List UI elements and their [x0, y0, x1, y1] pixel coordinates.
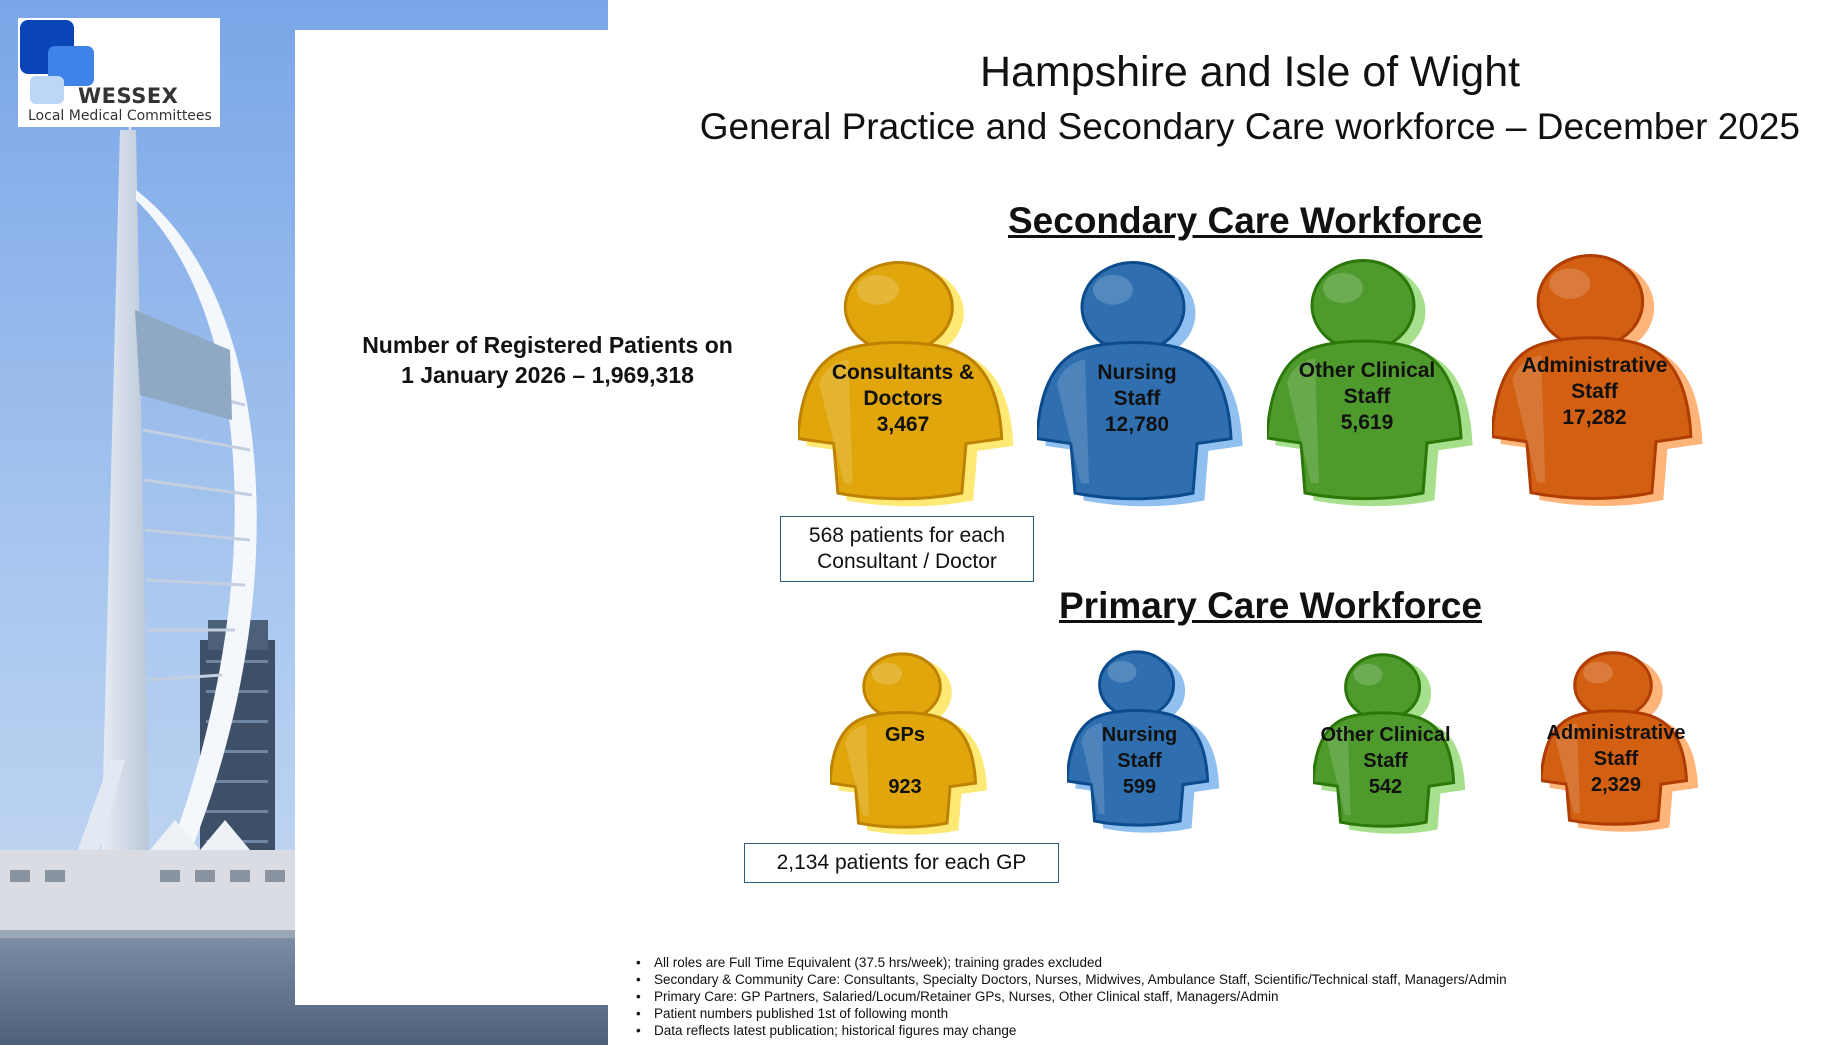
- role-name-line1: Consultants &: [831, 361, 975, 384]
- logo-subtitle: Local Medical Committees: [28, 108, 212, 124]
- role-value: 5,619: [1340, 411, 1394, 434]
- secondary-ratio-line2: Consultant / Doctor: [817, 550, 997, 573]
- role-value: 3,467: [876, 413, 930, 436]
- role-name-line1: Other Clinical: [1320, 724, 1451, 746]
- page-title: Hampshire and Isle of Wight: [979, 48, 1521, 96]
- secondary-figure-label: [798, 360, 1008, 438]
- logo-name: WESSEX: [78, 84, 179, 108]
- primary-care-heading: Primary Care Workforce: [1059, 585, 1482, 626]
- registered-patients-line1: Number of Registered Patients on: [362, 332, 733, 358]
- role-value: 2,329: [1590, 774, 1642, 796]
- role-name-line1: Administrative: [1521, 354, 1668, 377]
- role-value: 923: [888, 776, 922, 798]
- role-name-line2: [830, 748, 980, 774]
- white-content-card: [295, 30, 608, 1005]
- role-value: 17,282: [1562, 406, 1627, 429]
- primary-figure-1: [830, 652, 980, 834]
- role-name-line1: GPs: [884, 724, 926, 746]
- secondary-figure-label: [1037, 360, 1237, 438]
- secondary-care-heading: Secondary Care Workforce: [1008, 200, 1483, 241]
- role-name-line2: Staff: [1593, 748, 1639, 770]
- wessex-logo: [18, 18, 220, 127]
- role-name-line2: Doctors: [863, 387, 943, 410]
- secondary-figure-1: [798, 260, 1008, 508]
- primary-figure-label: [830, 722, 980, 800]
- role-name-line2: Staff: [1343, 385, 1391, 408]
- footnote-item: • Secondary & Community Care: Consultants, Specialty Doctors, Nurses, Midwives, Ambulance Staff, Scientific/Technical staff, Managers/Admin: [636, 971, 1507, 988]
- secondary-figure-4: [1492, 253, 1697, 508]
- role-name-line2: Staff: [1571, 380, 1618, 403]
- role-value: 599: [1122, 776, 1157, 798]
- secondary-figure-3: [1267, 258, 1467, 508]
- secondary-figure-label: [1267, 358, 1467, 436]
- role-name-line2: Staff: [1113, 387, 1161, 410]
- role-name-line2: Staff: [1117, 750, 1162, 772]
- primary-ratio-line1: 2,134 patients for each GP: [776, 851, 1027, 874]
- secondary-ratio-line1: 568 patients for each: [808, 524, 1006, 547]
- footnote-item: • Data reflects latest publication; historical figures may change: [636, 1022, 1507, 1039]
- role-name-line2: Staff: [1363, 750, 1408, 772]
- primary-figure-label: [1541, 720, 1691, 798]
- role-name-line1: Nursing: [1097, 361, 1177, 384]
- primary-figure-2: [1067, 650, 1212, 832]
- secondary-ratio-box: [780, 516, 1034, 582]
- footnotes-list: [636, 954, 1507, 1039]
- registered-patients-line2: 1 January 2026 – 1,969,318: [401, 362, 694, 388]
- primary-figure-label: [1313, 722, 1458, 800]
- page-subtitle: General Practice and Secondary Care workforce – December 2025: [699, 106, 1800, 147]
- role-name-line1: Other Clinical: [1298, 359, 1436, 382]
- registered-patients-note: [330, 330, 765, 390]
- primary-figure-label: [1067, 722, 1212, 800]
- role-name-line1: Administrative: [1546, 722, 1686, 744]
- logo-square-light: [30, 76, 64, 104]
- role-value: 542: [1368, 776, 1403, 798]
- secondary-figure-label: [1492, 353, 1697, 431]
- primary-figure-4: [1541, 651, 1691, 831]
- primary-ratio-box: [744, 843, 1059, 883]
- footnote-item: • Patient numbers published 1st of following month: [636, 1005, 1507, 1022]
- footnote-item: • Primary Care: GP Partners, Salaried/Locum/Retainer GPs, Nurses, Other Clinical staff, Managers/Admin: [636, 988, 1507, 1005]
- primary-figure-3: [1313, 653, 1458, 833]
- footnote-item: • All roles are Full Time Equivalent (37.5 hrs/week); training grades excluded: [636, 954, 1507, 971]
- secondary-figure-2: [1037, 260, 1237, 508]
- role-value: 12,780: [1104, 413, 1170, 436]
- role-name-line1: Nursing: [1101, 724, 1178, 746]
